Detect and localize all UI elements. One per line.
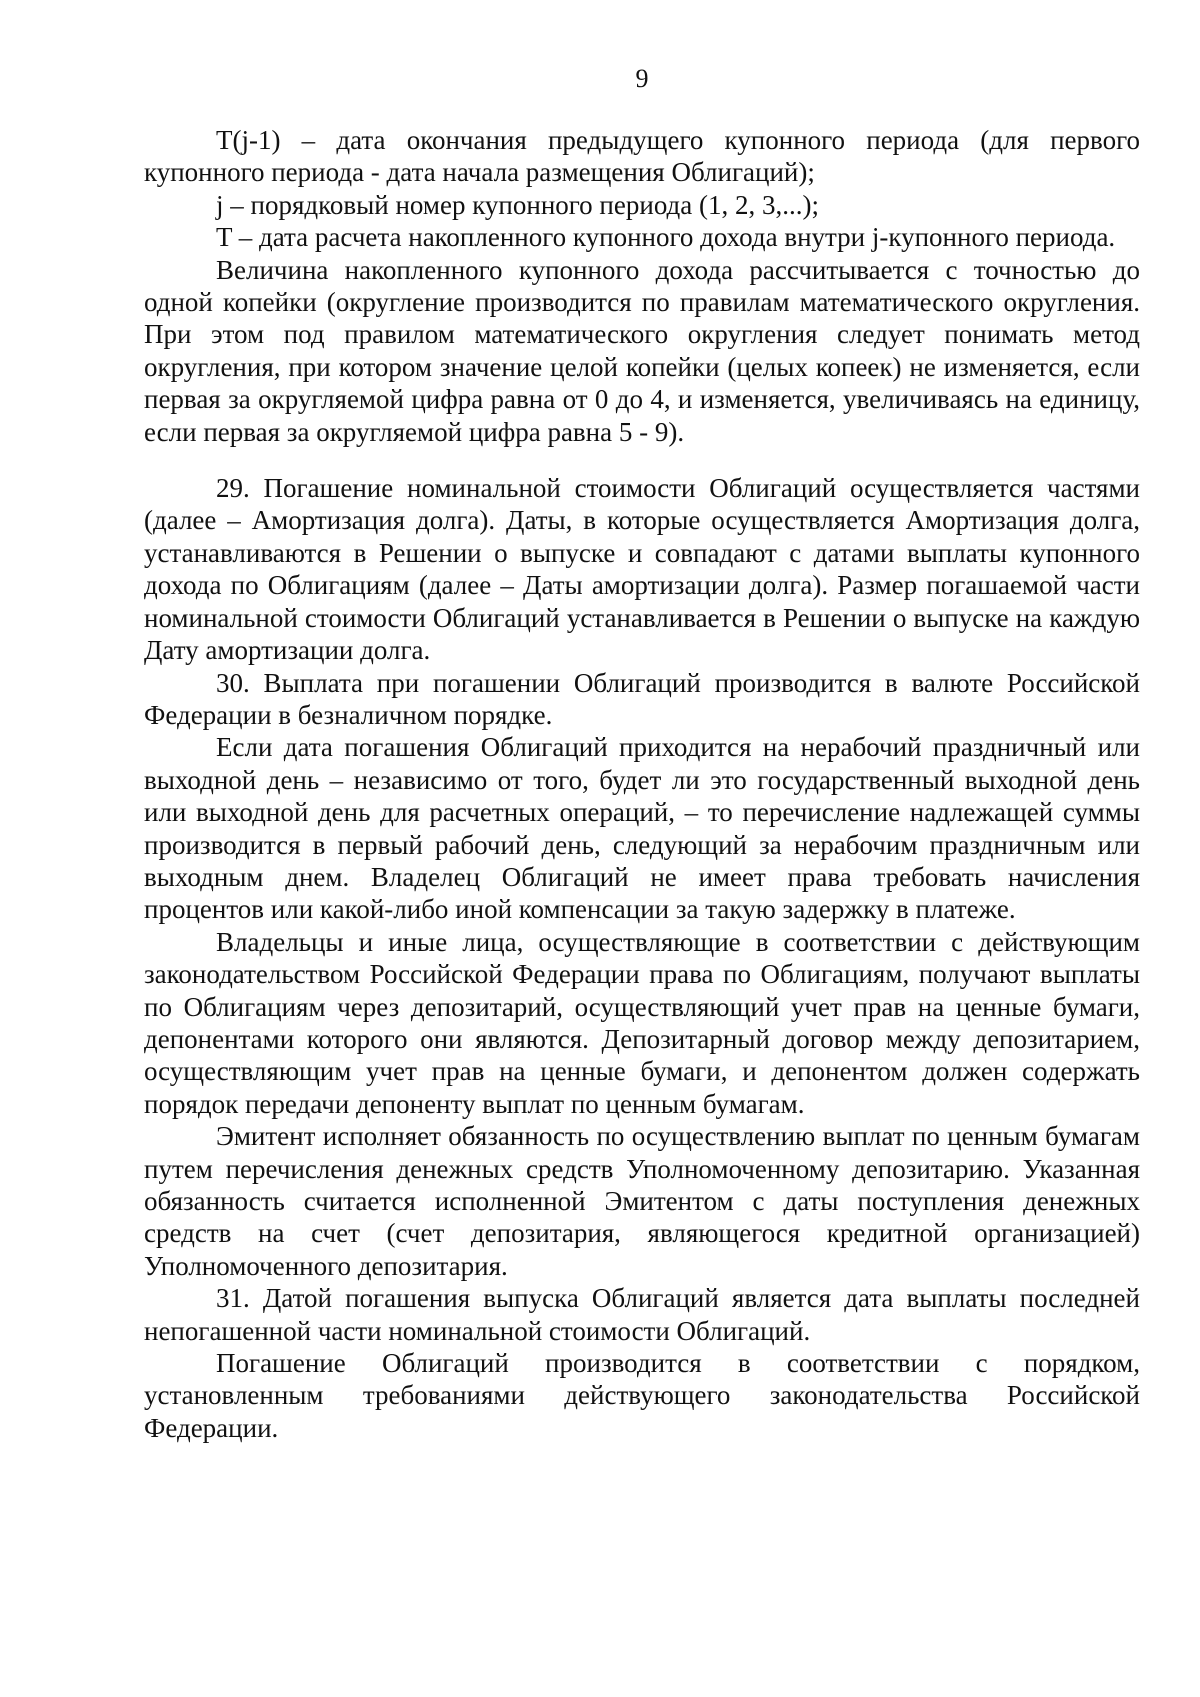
- paragraph-clause-29: 29. Погашение номинальной стоимости Облигаций осуществляется частями (далее – Амортизация долга). Даты, в которые осуществляется Амортизация долга, устанавливаются в Решении о выпуске и совпадают с датами выплаты купонного дохода по Облигациям (далее – Даты амортизации долга). Размер погашаемой части номинальной стоимости Облигаций устанавливается в Решении о выпуске на каждую Дату амортизации долга.: [144, 473, 1140, 666]
- paragraph-j-definition: j – порядковый номер купонного периода (1, 2, 3,...);: [216, 189, 819, 220]
- document-page: [144, 64, 1140, 1444]
- page-number: 9: [635, 64, 649, 93]
- paragraph-depository-payments: Владельцы и иные лица, осуществляющие в соответствии с действующим законодательством Российской Федерации права по Облигациям, получают выплаты по Облигациям через депозитарий, осуществляющий учет прав на ценные бумаги, депонентами которого они являются. Депозитарный договор между депозитарием, осуществляющим учет прав на ценные бумаги, и депонентом должен содержать порядок передачи депоненту выплат по ценным бумагам.: [144, 926, 1140, 1119]
- paragraph-redemption-procedure: Погашение Облигаций производится в соответствии с порядком, установленным требованиями действующего законодательства Российской Федерации.: [144, 1348, 1140, 1443]
- paragraph-clause-31: 31. Датой погашения выпуска Облигаций является дата выплаты последней непогашенной части номинальной стоимости Облигаций.: [144, 1283, 1140, 1346]
- paragraph-clause-30: 30. Выплата при погашении Облигаций производится в валюте Российской Федерации в безналичном порядке.: [144, 667, 1140, 730]
- paragraph-rounding-rules: Величина накопленного купонного дохода рассчитывается с точностью до одной копейки (округление производится по правилам математического округления. При этом под правилом математического округления следует понимать метод округления, при котором значение целой копейки (целых копеек) не изменяется, если первая за округляемой цифра равна от 0 до 4, и изменяется, увеличиваясь на единицу, если первая за округляемой цифра равна 5 - 9).: [144, 254, 1140, 447]
- paragraph-t-definition: T – дата расчета накопленного купонного дохода внутри j-купонного периода.: [216, 222, 1116, 253]
- paragraph-issuer-obligation: Эмитент исполняет обязанность по осуществлению выплат по ценным бумагам путем перечисления денежных средств Уполномоченному депозитарию. Указанная обязанность считается исполненной Эмитентом с даты поступления денежных средств на счет (счет депозитария, являющегося кредитной организацией) Уполномоченного депозитария.: [144, 1121, 1140, 1281]
- paragraph-t-j-1-definition: T(j-1) – дата окончания предыдущего купонного периода (для первого купонного периода - дата начала размещения Облигаций);: [144, 125, 1140, 188]
- paragraph-holiday-payment: Если дата погашения Облигаций приходится на нерабочий праздничный или выходной день – независимо от того, будет ли это государственный выходной день или выходной день для расчетных операций, – то перечисление надлежащей суммы производится в первый рабочий день, следующий за нерабочим праздничным или выходным днем. Владелец Облигаций не имеет права требовать начисления процентов или какой-либо иной компенсации за такую задержку в платеже.: [144, 732, 1140, 925]
